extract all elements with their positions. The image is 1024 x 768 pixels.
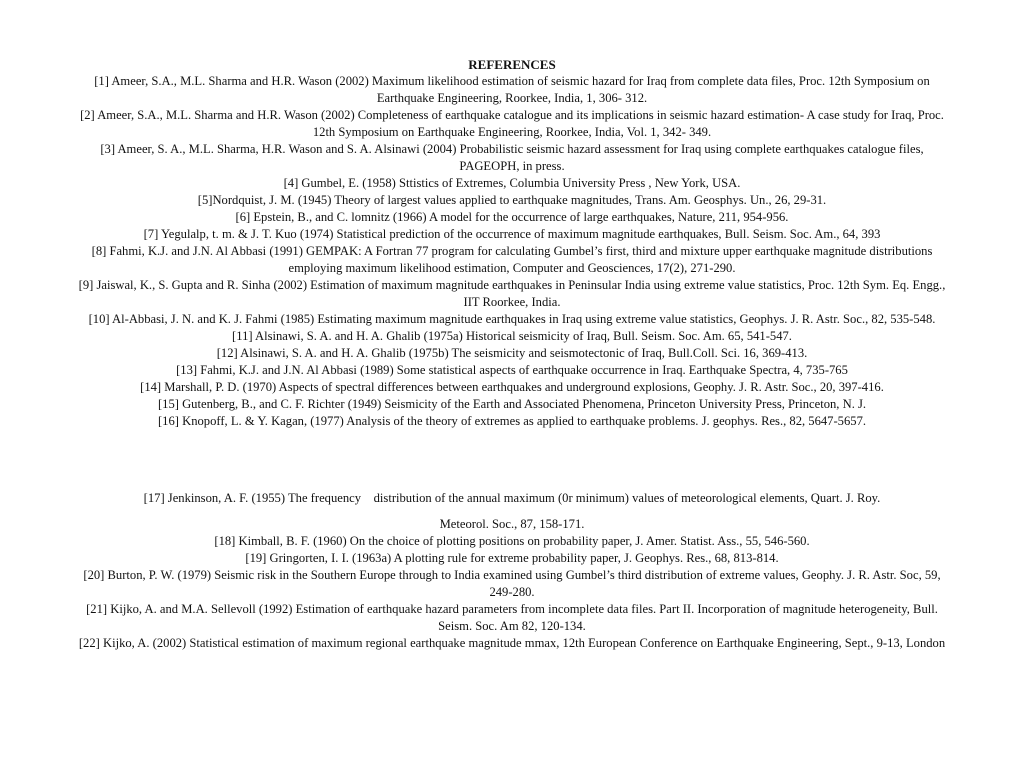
reference-14: [14] Marshall, P. D. (1970) Aspects of spectral differences between earthquakes and underground explosions, Geophy. J. R. Astr. Soc., 20, 397-416. xyxy=(140,380,884,394)
reference-8: [8] Fahmi, K.J. and J.N. Al Abbasi (1991) GEMPAK: A Fortran 77 program for calculating Gumbel’s first, third and mixture upper earthquake magnitude distributions employing maximum likelihood estimation, Computer and Geosciences, 17(2), 271-290. xyxy=(91,244,933,275)
reference-17-line-1: [17] Jenkinson, A. F. (1955) The frequency distribution of the annual maximum (0r minimum) values of meteorological elements, Quart. J. Roy. xyxy=(143,491,881,505)
reference-18: [18] Kimball, B. F. (1960) On the choice of plotting positions on probability paper, J. Amer. Statist. Ass., 55, 546-560. xyxy=(214,534,810,548)
references-list-part-2 xyxy=(72,490,952,652)
reference-4: [4] Gumbel, E. (1958) Sttistics of Extremes, Columbia University Press , New York, USA. xyxy=(283,176,741,190)
reference-5: [5]Nordquist, J. M. (1945) Theory of largest values applied to earthquake magnitudes, Trans. Am. Geosphys. Un., 26, 29-31. xyxy=(197,193,827,207)
reference-17-line-2: Meteorol. Soc., 87, 158-171. xyxy=(439,517,585,531)
reference-12: [12] Alsinawi, S. A. and H. A. Ghalib (1975b) The seismicity and seismotectonic of Iraq, Bull.Coll. Sci. 16, 369-413. xyxy=(216,346,808,360)
reference-2: [2] Ameer, S.A., M.L. Sharma and H.R. Wason (2002) Completeness of earthquake catalogue and its implications in seismic hazard estimation- A case study for Iraq, Proc. 12th Symposium on Earthquake Engineering, Roorkee, India, Vol. 1, 342- 349. xyxy=(80,108,944,139)
references-heading: REFERENCES xyxy=(468,57,556,72)
reference-1: [1] Ameer, S.A., M.L. Sharma and H.R. Wason (2002) Maximum likelihood estimation of seismic hazard for Iraq from complete data files, Proc. 12th Symposium on Earthquake Engineering, Roorkee, India, 1, 306- 312. xyxy=(94,74,930,105)
reference-17 xyxy=(72,490,952,533)
reference-22: [22] Kijko, A. (2002) Statistical estimation of maximum regional earthquake magnitude mmax, 12th European Conference on Earthquake Engineering, Sept., 9-13, London xyxy=(78,636,946,650)
reference-10: [10] Al-Abbasi, J. N. and K. J. Fahmi (1985) Estimating maximum magnitude earthquakes in Iraq using extreme value statistics, Geophys. J. R. Astr. Soc., 82, 535-548. xyxy=(88,312,936,326)
reference-19: [19] Gringorten, I. I. (1963a) A plotting rule for extreme probability paper, J. Geophys. Res., 68, 813-814. xyxy=(245,551,779,565)
reference-13: [13] Fahmi, K.J. and J.N. Al Abbasi (1989) Some statistical aspects of earthquake occurrence in Iraq. Earthquake Spectra, 4, 735-765 xyxy=(176,363,848,377)
reference-6: [6] Epstein, B., and C. lomnitz (1966) A model for the occurrence of large earthquakes, Nature, 211, 954-956. xyxy=(235,210,789,224)
reference-11: [11] Alsinawi, S. A. and H. A. Ghalib (1975a) Historical seismicity of Iraq, Bull. Seism. Soc. Am. 65, 541-547. xyxy=(232,329,792,343)
reference-3: [3] Ameer, S. A., M.L. Sharma, H.R. Wason and S. A. Alsinawi (2004) Probabilistic seismic hazard assessment for Iraq using complete earthquakes catalogue files, PAGEOPH, in press. xyxy=(100,142,924,173)
reference-9: [9] Jaiswal, K., S. Gupta and R. Sinha (2002) Estimation of maximum magnitude earthquakes in Peninsular India using extreme value statistics, Proc. 12th Sym. Eq. Engg., IIT Roorkee, India. xyxy=(78,278,946,309)
references-list-part-1 xyxy=(72,73,952,430)
reference-20: [20] Burton, P. W. (1979) Seismic risk in the Southern Europe through to India examined using Gumbel’s third distribution of extreme values, Geophy. J. R. Astr. Soc, 59, 249-280. xyxy=(83,568,941,599)
reference-16: [16] Knopoff, L. & Y. Kagan, (1977) Analysis of the theory of extremes as applied to earthquake problems. J. geophys. Res., 82, 5647-5657. xyxy=(157,414,867,428)
reference-15: [15] Gutenberg, B., and C. F. Richter (1949) Seismicity of the Earth and Associated Phenomena, Princeton University Press, Princeton, N. J. xyxy=(157,397,867,411)
reference-7: [7] Yegulalp, t. m. & J. T. Kuo (1974) Statistical prediction of the occurrence of maximum magnitude earthquakes, Bull. Seism. Soc. Am., 64, 393 xyxy=(143,227,881,241)
reference-21: [21] Kijko, A. and M.A. Sellevoll (1992) Estimation of earthquake hazard parameters from incomplete data files. Part II. Incorporation of magnitude heterogeneity, Bull. Seism. Soc. Am 82, 120-134. xyxy=(86,602,938,633)
